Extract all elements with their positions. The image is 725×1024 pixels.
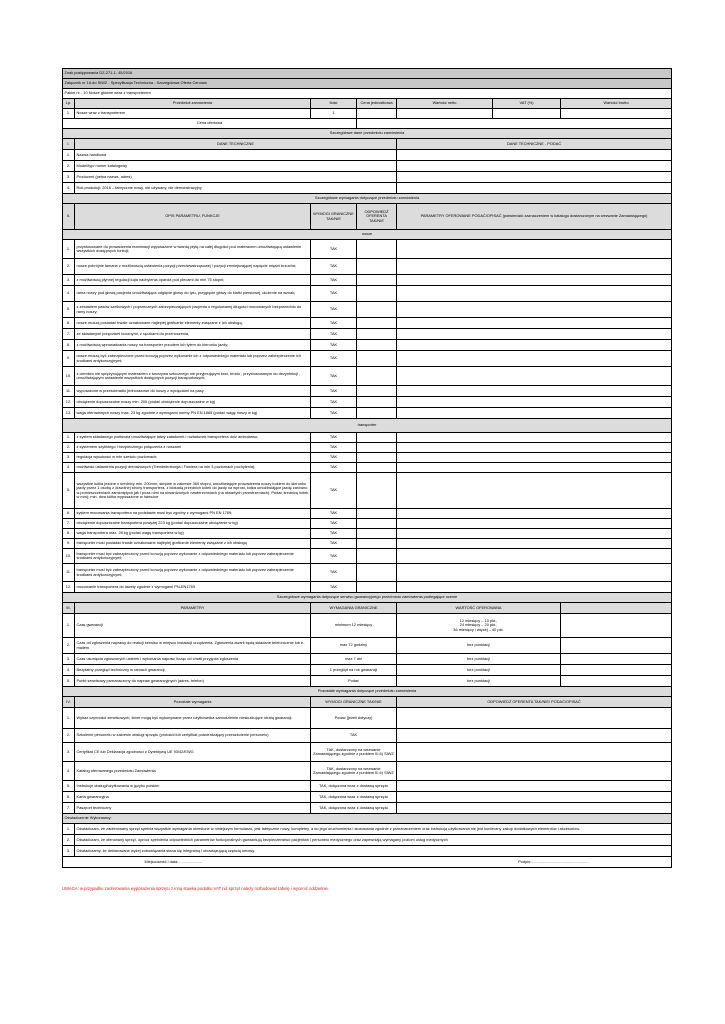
nosze-row-lp: 11. — [63, 386, 75, 397]
transporter-row-desc: transporter musi być zabezpieczony przed korozją poprzez wykonanie z odpowiedniego materiału lub poprzez zabezpieczenie środkami antykorozyjnymi; — [75, 564, 311, 582]
price-row-lp: 1. — [63, 109, 75, 119]
package-title: Pakiet nr - 10 Nosze główne wraz z transporterem — [63, 89, 672, 99]
offer-price-label: Cena ofertowa — [63, 119, 357, 129]
transporter-row-offered[interactable] — [397, 473, 672, 509]
transporter-row-req: TAK — [311, 564, 357, 582]
service-row-req: 1 przegląd na rok gwarancji — [311, 665, 397, 676]
service-header-param: PARAMETRY — [75, 603, 311, 614]
nosze-row-desc: rama noszy pod głową pacjenta umożliwiająca odgięcie głowy do tyłu, przygięcie głowy do klatki piersiowej, ułożenie na wznak; — [75, 286, 311, 302]
signature-field[interactable]: Podpis:...................................................... — [518, 858, 590, 864]
transporter-row-answer[interactable] — [357, 529, 397, 539]
nosze-row-offered[interactable] — [397, 386, 672, 397]
tech-row-input[interactable] — [397, 161, 672, 172]
tech-section-title: Szczegółowe dane przedmiotu zamówienia — [63, 129, 672, 139]
other-header-req: WYMOGI GRANICZNE TAK/NIE — [311, 697, 397, 708]
transporter-row-req: TAK — [311, 443, 357, 453]
attachment-title: Załącznik nr 1A do SIWZ - Specyfikacja Techniczna - Szczegółowa Oferta Cenowa — [63, 79, 672, 89]
other-row-param: Wykaz czynności serwisowych, które mogą być wykonywane przez użytkownika samodzielnie nieskutkujące utratą gwarancji. — [75, 708, 311, 729]
tech-header-left: DANE TECHNICZNE — [75, 139, 397, 150]
nosze-row-req: TAK — [311, 367, 357, 386]
transporter-row-answer[interactable] — [357, 582, 397, 593]
nosze-row-lp: 5. — [63, 302, 75, 318]
transporter-row-req: TAK — [311, 453, 357, 463]
transporter-row-lp: 11. — [63, 564, 75, 582]
service-row-input[interactable] — [561, 638, 672, 654]
transporter-row-desc: z system składanego podwozia umożliwiające łatwy załadunek i rozładunek transportera do/z ambulansu; — [75, 433, 311, 443]
price-header-unit-price: Cena jednostkowa — [357, 99, 397, 109]
nosze-row-answer[interactable] — [357, 259, 397, 275]
service-row-input[interactable] — [561, 614, 672, 638]
nosze-row-lp: 3. — [63, 275, 75, 286]
service-row-req: minimum 12 miesięcy — [311, 614, 397, 638]
nosze-row-lp: 4. — [63, 286, 75, 302]
tech-row-input[interactable] — [397, 183, 672, 194]
declaration-text: Oświadczam, że oferowany sprzęt, oprócz spełnienia odpowiednich parametrów funkcjonalnych gwarantują bezpieczeństwo pacjentów i personelu medycznego oraz zapewniają wymagany poziom usług medycznych — [75, 835, 672, 846]
service-row-score: bez punktacji — [397, 676, 561, 687]
transporter-row-req: TAK — [311, 433, 357, 443]
vat-warning: UWAGA: w przypadku zaoferowania wyposażenia sprzętu z inną stawką podatku VAT niż sprzęt należy rozbudować tabelę i wycenić oddzielnie. — [62, 886, 330, 891]
nosze-row-offered[interactable] — [397, 275, 672, 286]
price-header-gross: Wartość brutto — [561, 99, 672, 109]
nosze-row-req: TAK — [311, 386, 357, 397]
transporter-row-answer[interactable] — [357, 473, 397, 509]
transporter-row-req: TAK — [311, 519, 357, 529]
transporter-row-desc: mocowanie transportera do lawety zgodnie z wymogami PN-EN1789 — [75, 582, 311, 593]
price-row-net[interactable] — [397, 109, 493, 119]
service-header-lp: III. — [63, 603, 75, 614]
transporter-row-desc: transporter musi być zabezpieczony przed korozją poprzez wykonanie z odpowiedniego materiału lub poprzez zabezpieczenie środkami antykorozyjnymi; — [75, 549, 311, 564]
other-row-answer[interactable] — [397, 803, 672, 814]
other-row-lp: 5. — [63, 781, 75, 792]
transporter-row-offered[interactable] — [397, 433, 672, 443]
other-row-param: Paszport techniczny — [75, 803, 311, 814]
nosze-row-desc: z możliwością wprowadzania noszy na transporter przodem lub tyłem do kierunku jazdy; — [75, 340, 311, 351]
nosze-row-answer[interactable] — [357, 240, 397, 259]
signature-row — [63, 857, 672, 868]
other-row-req: Podać (jeżeli dotyczy) — [311, 708, 397, 729]
other-row-lp: 3. — [63, 743, 75, 762]
other-row-lp: 2. — [63, 729, 75, 743]
transporter-row-lp: 7. — [63, 519, 75, 529]
nosze-row-desc: nosze muszą być zabezpieczone przed korozją poprzez wykonanie ich z odpowiedniego materiału lub poprzez zabezpieczenie ich środkami antykorozyjnymi; — [75, 351, 311, 367]
tech-header-right: DANE TECHNICZNE - PODAĆ — [397, 139, 672, 150]
service-row-param: Czas od zgłoszenia naprawy do reakcji serwisu w miejscu instalacji urządzenia. Zgłoszenia awarii będą składane telefonicznie lub e-mailem — [75, 638, 311, 654]
other-row-answer[interactable] — [397, 729, 672, 743]
service-row-lp: 2. — [63, 638, 75, 654]
nosze-row-desc: nosze muszą posiadać trwale oznakowane najlepiej graficznie elementy związane z ich obsługą; — [75, 318, 311, 329]
params-header-ans: ODPOWIEDŹ OFERENTA TAK/NIE — [357, 204, 397, 230]
nosze-row-req: TAK — [311, 397, 357, 408]
transporter-row-offered[interactable] — [397, 443, 672, 453]
transporter-row-offered[interactable] — [397, 453, 672, 463]
transporter-row-answer[interactable] — [357, 433, 397, 443]
transporter-row-req: TAK — [311, 529, 357, 539]
transporter-row-answer[interactable] — [357, 453, 397, 463]
declaration-text: Oświadczamy, że deklarowane wyżej zobowiązania stana się integralną i obowiązującą częścią umowy. — [75, 846, 672, 857]
service-row-input[interactable] — [561, 654, 672, 665]
transporter-row-desc: możliwość ustawienia pozycji drenażowych (Trendelenburga i Fowlera na min 3 poziomach pochylenia); — [75, 463, 311, 473]
service-row-req: max 72 godziny — [311, 638, 397, 654]
other-header-ans: ODPOWIEDŹ OFERENTA TAK/NIE/ PODAĆ/OPISAĆ — [397, 697, 672, 708]
price-row-item: Nosze wraz z transporterem — [75, 109, 311, 119]
service-row-score: bez punktacji — [397, 665, 561, 676]
nosze-row-req: TAK — [311, 329, 357, 340]
transporter-row-req: TAK — [311, 463, 357, 473]
service-header-blank — [561, 603, 672, 614]
nosze-group-title: nosze — [63, 230, 672, 240]
transporter-row-req: TAK — [311, 582, 357, 593]
params-header-lp: II. — [63, 204, 75, 230]
tech-row-label: Nazwa handlowa — [75, 150, 397, 161]
nosze-row-answer[interactable] — [357, 408, 397, 419]
tech-row-label: Rok produkcji: 2016 – fabrycznie nowy, nie używany, nie demonstracyjny — [75, 183, 397, 194]
nosze-row-answer[interactable] — [357, 302, 397, 318]
nosze-row-answer[interactable] — [357, 318, 397, 329]
transporter-row-desc: z systemem szybkiego i bezpiecznego połączenia z noszami — [75, 443, 311, 453]
transporter-row-offered[interactable] — [397, 564, 672, 582]
nosze-row-answer[interactable] — [357, 329, 397, 340]
transporter-row-desc: transporter musi posiadać trwale oznakowane najlepiej graficznie elementy związane z ich obsługą — [75, 539, 311, 549]
declarations-title: Oświadczenie Wykonawcy: — [63, 814, 672, 824]
other-header-param: Pozostałe wymagania — [75, 697, 311, 708]
other-row-param: Instrukcje obsługi/użytkowania w języku polskim — [75, 781, 311, 792]
other-row-lp: 1. — [63, 708, 75, 729]
other-row-lp: 6. — [63, 792, 75, 803]
nosze-row-lp: 13. — [63, 408, 75, 419]
declaration-lp: 3. — [63, 846, 75, 857]
nosze-row-req: TAK — [311, 351, 357, 367]
transporter-row-lp: 4. — [63, 463, 75, 473]
other-row-param: Karta gwarancyjna — [75, 792, 311, 803]
nosze-row-answer[interactable] — [357, 275, 397, 286]
service-section-title: Szczegółowe wymagania dotyczące serwisu gwarancyjnego przedmiotu zamówienia podlegające ocenie — [63, 593, 672, 603]
transporter-row-desc: obciążenie dopuszczalne transportera powyżej 223 kg (podać dopuszczalne obciążenie w kg) — [75, 519, 311, 529]
tech-header-lp: I. — [63, 139, 75, 150]
other-row-param: Katalog oferowanego przedmiotu Zamówienia — [75, 762, 311, 781]
nosze-row-desc: obciążenie dopuszczalne noszy min. 200 (podać obciążenie dopuszczalne w kg) — [75, 397, 311, 408]
nosze-row-answer[interactable] — [357, 397, 397, 408]
other-row-req: TAK, dostarczony na wezwanie Zamawiającego zgodnie z punktem III.6) SIWZ — [311, 762, 397, 781]
nosze-row-offered[interactable] — [397, 240, 672, 259]
service-row-lp: 3. — [63, 654, 75, 665]
other-row-req: TAK, dołączona wraz z dostawą sprzętu — [311, 781, 397, 792]
nosze-row-lp: 2. — [63, 259, 75, 275]
tech-row-lp: 4. — [63, 183, 75, 194]
other-row-req: TAK, dołączona wraz z dostawą sprzętu — [311, 792, 397, 803]
transporter-row-desc: system mocowania transportera na podstawie musi być zgodny z wymogami PN EN 1789; — [75, 509, 311, 519]
tech-row-label: Model/typ/ numer katalogowy — [75, 161, 397, 172]
service-row-param: Czas usunięcia zgłoszonych usterek i wykonania napraw, licząc od chwili przyjęcia zgłoszenia — [75, 654, 311, 665]
signature-line — [65, 860, 670, 864]
tech-row-lp: 3. — [63, 172, 75, 183]
nosze-row-lp: 10. — [63, 367, 75, 386]
tech-row-input[interactable] — [397, 172, 672, 183]
transporter-row-lp: 2. — [63, 443, 75, 453]
transporter-row-lp: 3. — [63, 453, 75, 463]
price-row-unit-price[interactable] — [357, 109, 397, 119]
nosze-row-req: TAK — [311, 408, 357, 419]
transporter-row-lp: 6. — [63, 509, 75, 519]
nosze-row-answer[interactable] — [357, 386, 397, 397]
transporter-row-lp: 8. — [63, 529, 75, 539]
nosze-row-lp: 12. — [63, 397, 75, 408]
transporter-row-lp: 12. — [63, 582, 75, 593]
nosze-row-desc: z możliwością płynnej regulacji kąta nachylenia oparcia pod plecami do min 75 stopni; — [75, 275, 311, 286]
transporter-row-offered[interactable] — [397, 509, 672, 519]
price-header-vat: VAT (%) — [493, 99, 561, 109]
nosze-row-req: TAK — [311, 275, 357, 286]
other-row-answer[interactable] — [397, 743, 672, 762]
other-row-answer[interactable] — [397, 762, 672, 781]
transporter-row-answer[interactable] — [357, 549, 397, 564]
nosze-row-lp: 6. — [63, 318, 75, 329]
service-row-input[interactable] — [561, 676, 672, 687]
service-row-score: 12 miesięcy – 10 pkt., 24 miesięcy – 20 pkt., 36 miesięcy i więcej – 40 pkt. — [397, 614, 561, 638]
params-header-offered: PARAMETRY OFEROWANE PODAĆ/OPISAĆ (potwierdzić zaznaczeniem w katalogu dostarczonym na wezwanie Zamawiającego) — [397, 204, 672, 230]
nosze-row-req: TAK — [311, 318, 357, 329]
other-row-req: TAK, dostarczony na wezwanie Zamawiającego zgodnie z punktem III.6) SIWZ — [311, 743, 397, 762]
transporter-row-offered[interactable] — [397, 582, 672, 593]
other-row-lp: 7. — [63, 803, 75, 814]
service-row-req: Podać — [311, 676, 397, 687]
nosze-row-offered[interactable] — [397, 340, 672, 351]
nosze-row-answer[interactable] — [357, 351, 397, 367]
place-date-field[interactable]: Miejscowość i data:...................... — [144, 858, 203, 864]
nosze-row-answer[interactable] — [357, 367, 397, 386]
service-row-input[interactable] — [561, 665, 672, 676]
offer-price-value[interactable] — [357, 119, 672, 129]
nosze-row-lp: 8. — [63, 340, 75, 351]
nosze-row-offered[interactable] — [397, 259, 672, 275]
price-header-item: Przedmiot zamówienia — [75, 99, 311, 109]
transporter-row-req: TAK — [311, 509, 357, 519]
price-header-lp: Lp. — [63, 99, 75, 109]
params-header-req: WYMOGI GRANICZNE TAK/NIE — [311, 204, 357, 230]
nosze-row-desc: wyposażone w prześcieradło jednorazowe do noszy z wycięciami na pasy — [75, 386, 311, 397]
price-row-vat[interactable] — [493, 109, 561, 119]
transporter-row-lp: 9. — [63, 539, 75, 549]
nosze-row-offered[interactable] — [397, 367, 672, 386]
tech-row-lp: 2. — [63, 161, 75, 172]
transporter-row-desc: wszystkie kółka jezdne o średnicy min. 200mm, skrętne w zakresie 360 stopni, umożliwiające prowadzenia noszy bokiem do kierunku jazdy przez 1 osobę z dowolnej strony transportera, z blokadą przednich kółek do jazdy na wprost, kółka umożliwiające jazdę zarówno w pomieszczeniach zamkniętych jak i poza nimi na utwardzonych nawierzchniach (na otwartych przestrzeniach). Podać średnicę kółek w mm); min. dwa kółka wyposażone w hamulce — [75, 473, 311, 509]
nosze-row-offered[interactable] — [397, 318, 672, 329]
service-header-score: WARTOŚĆ OFEROWANA — [397, 603, 561, 614]
transporter-row-desc: regulacja wysokości w min sześciu poziomach; — [75, 453, 311, 463]
nosze-row-offered[interactable] — [397, 286, 672, 302]
service-row-lp: 1. — [63, 614, 75, 638]
nosze-row-offered[interactable] — [397, 397, 672, 408]
declaration-lp: 1. — [63, 824, 75, 835]
transporter-row-answer[interactable] — [357, 463, 397, 473]
transporter-row-lp: 1. — [63, 433, 75, 443]
service-row-param: Punkt serwisowy przeznaczony do napraw gwarancyjnych (adres, telefon) — [75, 676, 311, 687]
nosze-row-req: TAK — [311, 302, 357, 318]
transporter-row-answer[interactable] — [357, 539, 397, 549]
nosze-row-answer[interactable] — [357, 286, 397, 302]
spec-table — [62, 68, 672, 868]
transporter-row-offered[interactable] — [397, 539, 672, 549]
nosze-row-lp: 9. — [63, 351, 75, 367]
nosze-row-desc: nosze pobrójnie łamane z możliwością ustawienia pozycji przeciwwstrząsowej i pozycji zmniejszającej napięcie mięśni brzucha; — [75, 259, 311, 275]
nosze-row-req: TAK — [311, 240, 357, 259]
specification-sheet — [62, 68, 671, 891]
transporter-row-answer[interactable] — [357, 443, 397, 453]
nosze-row-req: TAK — [311, 286, 357, 302]
price-header-qty: Ilość — [311, 99, 357, 109]
other-row-param: Szkolenie personelu w zakresie obsługi sprzętu (protokół lub certyfikat potwierdzający przeszkolenie personelu) — [75, 729, 311, 743]
price-row-gross[interactable] — [561, 109, 672, 119]
transporter-row-answer[interactable] — [357, 519, 397, 529]
declaration-lp: 2. — [63, 835, 75, 846]
other-row-answer[interactable] — [397, 708, 672, 729]
service-row-param: Bezpłatny przegląd techniczny w ramach gwarancji, — [75, 665, 311, 676]
nosze-row-offered[interactable] — [397, 408, 672, 419]
nosze-row-desc: przystosowane do prowadzenia reanimacji wyposażone w twardą płytę na całej długości pod materacem umożliwiającą ustawienie wszystkich dostępnych funkcji; — [75, 240, 311, 259]
other-row-param: Certyfikat CE lub Deklaracja zgodności z Dyrektywą UE 93/42/EWG — [75, 743, 311, 762]
other-row-req: TAK — [311, 729, 397, 743]
params-section-title: Szczegółowe wymagania dotyczące przedmiotu zamówienia — [63, 194, 672, 204]
other-row-answer[interactable] — [397, 792, 672, 803]
other-section-title: Pozostałe wymagania dotyczące przedmiotu zamówienia — [63, 687, 672, 697]
transporter-row-offered[interactable] — [397, 529, 672, 539]
service-row-lp: 5. — [63, 676, 75, 687]
nosze-row-req: TAK — [311, 340, 357, 351]
tech-row-lp: 1. — [63, 150, 75, 161]
tech-row-input[interactable] — [397, 150, 672, 161]
nosze-row-offered[interactable] — [397, 351, 672, 367]
transporter-row-desc: waga transportera max. 28 kg (podać wagę transportera w kg) — [75, 529, 311, 539]
other-row-req: TAK, dołączona wraz z dostawą sprzętu — [311, 803, 397, 814]
service-row-score: bez punktacji — [397, 654, 561, 665]
tech-row-label: Producent (pełna nazwa, adres) — [75, 172, 397, 183]
service-row-lp: 4. — [63, 665, 75, 676]
nosze-row-desc: ze składanymi poręczami bocznymi, z rączkami do przenoszenia, — [75, 329, 311, 340]
nosze-row-lp: 1. — [63, 240, 75, 259]
params-header-desc: OPIS PARAMETRU, FUNKCJE — [75, 204, 311, 230]
other-row-lp: 4. — [63, 762, 75, 781]
procedure-sign: Znak postępowania DZ-271-1- 45/2016 — [63, 69, 672, 79]
nosze-row-answer[interactable] — [357, 340, 397, 351]
declaration-text: Oświadczam, że zaoferowany sprzęt spełnia wszystkie wymagania określone w niniejszym formularzu, jest fabrycznie nowy, kompletny, a do jego uruchomienia i stosowania zgodnie z przeznaczeniem oraz instrukcją użytkowania nie jest konieczny zakup dodatkowych elementów i akcesoriów. — [75, 824, 672, 835]
transporter-row-offered[interactable] — [397, 549, 672, 564]
transporter-row-lp: 10. — [63, 549, 75, 564]
nosze-row-offered[interactable] — [397, 302, 672, 318]
nosze-row-req: TAK — [311, 259, 357, 275]
service-row-req: max 7 dni — [311, 654, 397, 665]
other-row-answer[interactable] — [397, 781, 672, 792]
service-header-req: WYMAGANIA GRANICZNE — [311, 603, 397, 614]
transporter-row-offered[interactable] — [397, 463, 672, 473]
service-row-param: Czas gwarancji — [75, 614, 311, 638]
transporter-row-req: TAK — [311, 549, 357, 564]
transporter-group-title: transporter — [63, 419, 672, 433]
nosze-row-desc: z ciemkim nie sprężynującym materacem z tworzywa sztucznego nie przyjmującym krwi, brudu , przystosowanym do dezynfekcji , umożliwiającym ustawienie wszystkich dostępnych pozycji transportowych; — [75, 367, 311, 386]
spec-table-body — [63, 69, 672, 868]
nosze-row-desc: waga oferowanych noszy max. 23 kg zgodnie z wymogami normy PN EN 1865 (podać wagę noszy w kg) — [75, 408, 311, 419]
other-header-lp: IV. — [63, 697, 75, 708]
nosze-row-offered[interactable] — [397, 329, 672, 340]
transporter-row-answer[interactable] — [357, 509, 397, 519]
nosze-row-desc: z zestawem pasów szelkowych i poprzecznych zabezpieczających pacjenta o regulowanej długości mocowanych bezpośrednio do ramy noszy; — [75, 302, 311, 318]
transporter-row-req: TAK — [311, 473, 357, 509]
service-row-score: bez punktacji — [397, 638, 561, 654]
transporter-row-req: TAK — [311, 539, 357, 549]
price-header-net: Wartość netto — [397, 99, 493, 109]
transporter-row-lp: 5. — [63, 473, 75, 509]
nosze-row-lp: 7. — [63, 329, 75, 340]
transporter-row-offered[interactable] — [397, 519, 672, 529]
price-row-qty: 1 — [311, 109, 357, 119]
transporter-row-answer[interactable] — [357, 564, 397, 582]
